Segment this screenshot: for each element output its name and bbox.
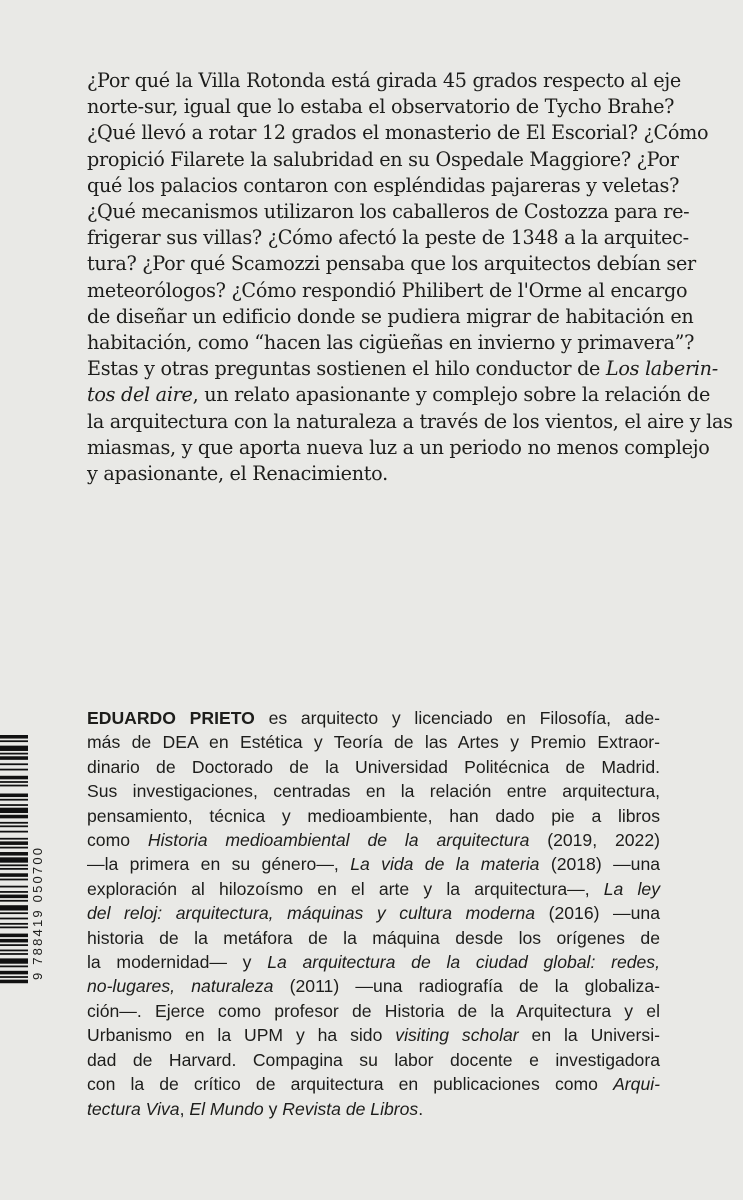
blurb-text: , un relato apasionante y complejo sobre la relación de	[192, 383, 711, 407]
book-title: La vida de la materia	[350, 854, 540, 875]
book-title: no-lugares, naturaleza	[87, 976, 274, 997]
barcode-bar	[0, 953, 28, 955]
barcode-bar	[0, 912, 28, 914]
bio-text: —la primera en su género—,	[87, 854, 351, 875]
barcode-bar	[0, 769, 28, 771]
bio-text: Urbanismo en la UPM y ha sido	[87, 1025, 396, 1046]
bio-line	[87, 1072, 660, 1096]
blurb-line	[87, 356, 718, 382]
blurb-line: ¿Por qué la Villa Rotonda está girada 45 grados respecto al eje	[87, 69, 681, 92]
book-title: Los laberin-	[605, 357, 718, 381]
book-title: Historia medioambiental de la arquitectura	[147, 830, 530, 851]
barcode-bar	[0, 838, 28, 840]
barcode-bar	[0, 857, 28, 862]
book-title: del reloj: arquitectura, máquinas y cultura moderna	[87, 903, 536, 924]
bio-text: es arquitecto y licenciado en Filosofía, ade-	[254, 708, 660, 728]
blurb-line: propició Filarete la salubridad en su Ospedale Maggiore? ¿Por	[87, 147, 679, 171]
barcode-bar	[0, 923, 28, 925]
barcode-bar	[0, 966, 28, 968]
barcode-bar	[0, 794, 28, 798]
blurb-line: meteorólogos? ¿Cómo respondió Philibert de l'Orme al encargo	[87, 278, 688, 302]
barcode-bar	[0, 841, 28, 845]
bio-line	[87, 1023, 660, 1047]
bio-text: con la de crítico de arquitectura en publicaciones como	[87, 1074, 614, 1095]
blurb-line: ¿Qué mecanismos utilizaron los caballeros de Costozza para re-	[87, 200, 690, 224]
bio-text: como	[87, 830, 148, 851]
barcode-bar	[0, 976, 28, 978]
publication-title: El Mundo	[189, 1098, 264, 1119]
barcode-bar	[0, 776, 28, 780]
barcode-bar	[0, 740, 28, 742]
blurb-line: qué los palacios contaron con espléndidas pajareras y veletas?	[87, 173, 680, 197]
blurb-line: habitación, como “hacen las cigüeñas en invierno y primavera”?	[87, 331, 695, 355]
book-title: La arquitectura de la ciudad global: redes,	[267, 952, 660, 973]
blurb-line	[87, 382, 711, 408]
bio-line	[87, 950, 660, 974]
bio-line	[87, 706, 660, 730]
bio-line: pensamiento, técnica y medioambiente, han dado pie a libros	[87, 805, 660, 826]
blurb-line: norte-sur, igual que lo estaba el observatorio de Tycho Brahe?	[87, 95, 675, 119]
bio-text: la modernidad— y	[87, 952, 268, 973]
barcode-bar	[0, 939, 28, 943]
blurb-line: y apasionante, el Renacimiento.	[87, 462, 388, 486]
barcode-bar	[0, 950, 28, 952]
bio-text: .	[418, 1098, 424, 1119]
barcode-bar	[0, 746, 28, 751]
barcode-bar	[0, 831, 28, 833]
bio-text: (2011) —una radiografía de la globaliza-	[273, 976, 660, 997]
barcode-bar	[0, 852, 28, 856]
barcode-bar	[0, 958, 28, 963]
barcode-bar	[0, 879, 28, 881]
blurb-line: la arquitectura con la naturaleza a través de los vientos, el aire y las	[87, 409, 733, 433]
barcode-bar	[0, 944, 28, 946]
italic-term: visiting scholar	[395, 1025, 519, 1046]
barcode-bar	[0, 753, 28, 755]
barcode-bar	[0, 799, 28, 801]
bio-text: (2016) —una	[535, 903, 660, 924]
barcode-bar	[0, 804, 28, 806]
publication-title: tectura Viva	[87, 1098, 180, 1119]
barcode-bar	[0, 735, 28, 739]
bio-line: historia de la metáfora de la máquina desde los orígenes de	[87, 927, 660, 948]
barcode-bar	[0, 825, 28, 827]
barcode-bar	[0, 763, 28, 765]
bio-line	[87, 877, 660, 901]
barcode-bar	[0, 934, 28, 938]
bio-line: más de DEA en Estética y Teoría de las Artes y Premio Extraor-	[87, 732, 660, 753]
bio-line: Sus investigaciones, centradas en la relación entre arquitectura,	[87, 781, 660, 802]
bio-text: en la Universi-	[518, 1025, 660, 1046]
blurb-line: de diseñar un edificio donde se pudiera migrar de habitación en	[87, 304, 694, 328]
bio-line	[87, 1097, 660, 1121]
book-title: La ley	[603, 878, 660, 899]
barcode-bar	[0, 900, 28, 902]
bio-text: (2019, 2022)	[529, 830, 660, 851]
barcode-bar	[0, 895, 28, 899]
blurb-line: tura? ¿Por qué Scamozzi pensaba que los arquitectos debían ser	[87, 252, 696, 276]
barcode-bar	[0, 785, 28, 787]
bio-line	[87, 852, 660, 876]
barcode-bar	[0, 808, 28, 813]
barcode-bar	[0, 918, 28, 920]
barcode-bar	[0, 891, 28, 893]
barcode-bar	[0, 815, 28, 819]
isbn-number: 9 788419 050700	[30, 845, 45, 980]
bio-line: dinario de Doctorado de la Universidad Politécnica de Madrid.	[87, 756, 660, 777]
barcode-bar	[0, 980, 28, 984]
bio-line	[87, 828, 660, 852]
barcode-bar	[0, 886, 28, 888]
barcode-bar	[0, 873, 28, 877]
barcode-bar	[0, 781, 28, 783]
barcode-bar	[0, 756, 28, 760]
book-title: tos del aire	[87, 383, 193, 407]
bio-text: y	[263, 1098, 283, 1119]
author-name: EDUARDO PRIETO	[87, 708, 255, 728]
bio-text: ,	[179, 1098, 190, 1119]
barcode-bar	[0, 971, 28, 975]
blurb-line: miasmas, y que aporta nueva luz a un periodo no menos complejo	[87, 435, 710, 459]
barcode-bar	[0, 868, 28, 870]
barcode-bar	[0, 847, 28, 849]
barcode-bar	[0, 864, 28, 866]
bio-line: ción—. Ejerce como profesor de Historia de la Arquitectura y el	[87, 1000, 660, 1021]
barcode-bar	[0, 926, 28, 928]
bio-text: exploración al hilozoísmo en el arte y la arquitectura—,	[87, 878, 604, 899]
barcode-bar	[0, 905, 28, 910]
bio-line	[87, 901, 660, 925]
bio-line: dad de Harvard. Compagina su labor docente e investigadora	[87, 1049, 660, 1070]
bio-text: (2018) —una	[539, 854, 661, 875]
publication-title: Revista de Libros	[282, 1098, 419, 1119]
bio-line	[87, 974, 660, 998]
blurb-line: ¿Qué llevó a rotar 12 grados el monasterio de El Escorial? ¿Cómo	[87, 121, 709, 145]
author-bio	[87, 706, 660, 1121]
blurb-line: frigerar sus villas? ¿Cómo afectó la peste de 1348 a la arquitec-	[87, 226, 689, 250]
back-cover-blurb	[87, 68, 733, 487]
blurb-text: Estas y otras preguntas sostienen el hilo conductor de	[87, 357, 606, 381]
publication-title: Arqui-	[613, 1074, 660, 1095]
barcode-bar	[0, 822, 28, 824]
